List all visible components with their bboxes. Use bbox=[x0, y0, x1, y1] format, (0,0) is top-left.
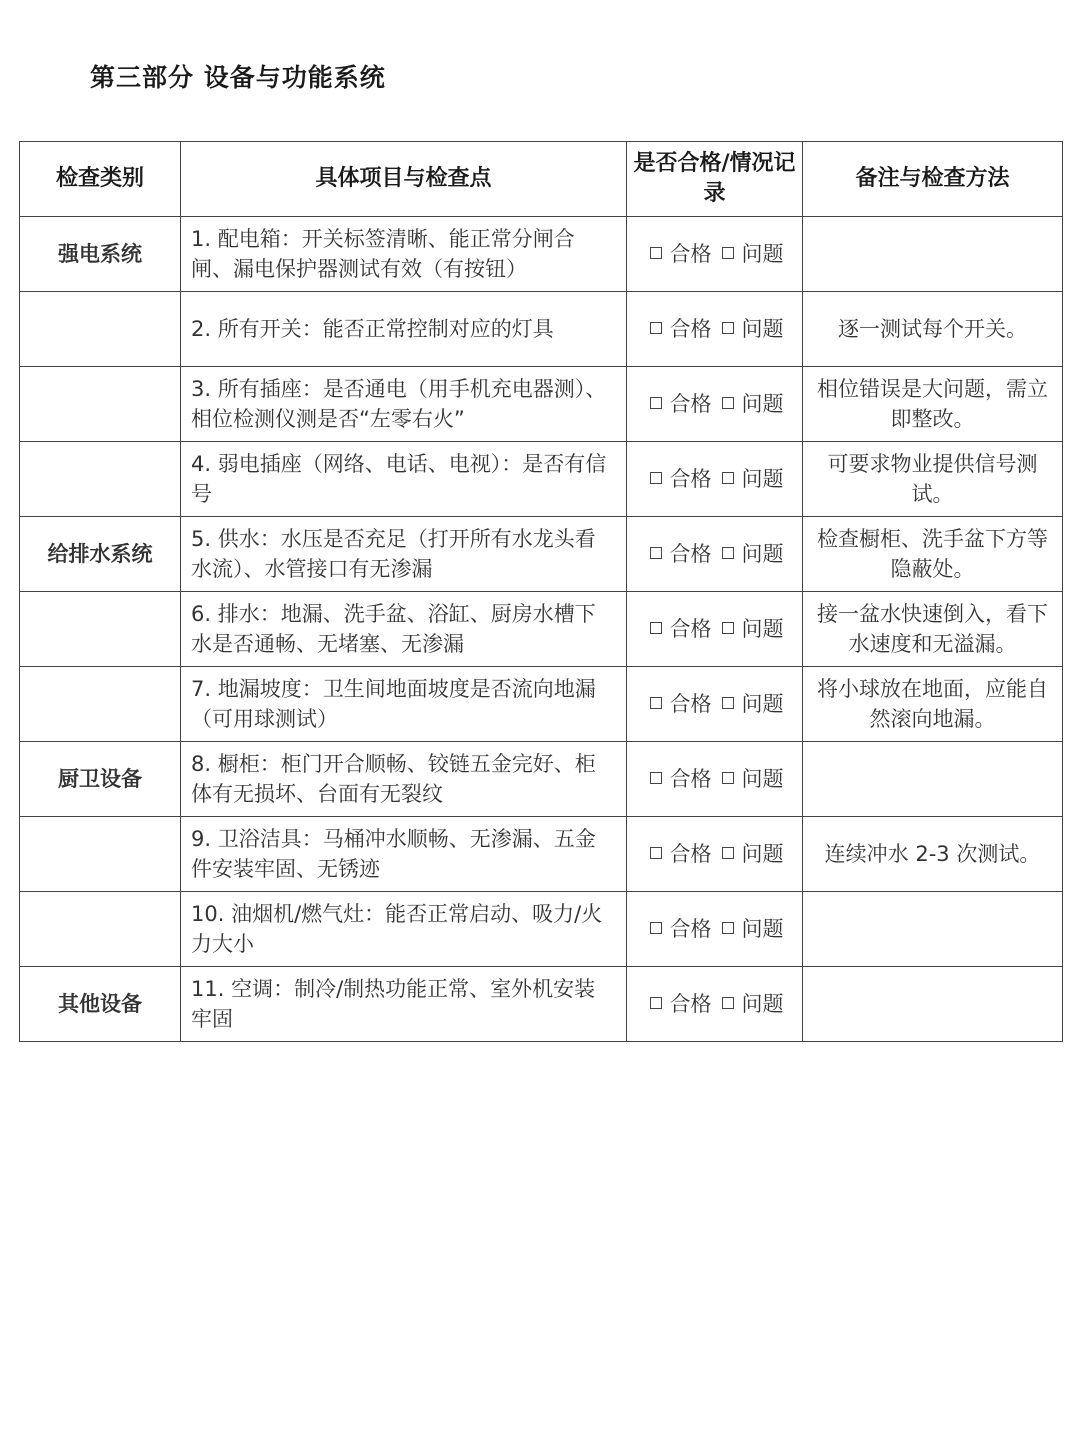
problem-label: 问题 bbox=[741, 242, 784, 266]
item-cell: 7. 地漏坡度：卫生间地面坡度是否流向地漏（可用球测试） bbox=[181, 667, 627, 742]
table-row bbox=[20, 667, 1063, 742]
problem-checkbox[interactable] bbox=[722, 922, 734, 934]
header-note: 备注与检查方法 bbox=[803, 142, 1063, 217]
problem-checkbox[interactable] bbox=[722, 322, 734, 334]
note-cell bbox=[803, 217, 1063, 292]
header-category: 检查类别 bbox=[20, 142, 181, 217]
problem-label: 问题 bbox=[741, 692, 784, 716]
problem-label: 问题 bbox=[741, 767, 784, 791]
pass-label: 合格 bbox=[669, 842, 712, 866]
problem-checkbox[interactable] bbox=[722, 397, 734, 409]
category-cell bbox=[20, 892, 181, 967]
category-cell bbox=[20, 592, 181, 667]
note-cell bbox=[803, 967, 1063, 1042]
problem-label: 问题 bbox=[741, 842, 784, 866]
category-cell bbox=[20, 667, 181, 742]
pass-checkbox[interactable] bbox=[650, 397, 662, 409]
pass-checkbox[interactable] bbox=[650, 622, 662, 634]
status-cell bbox=[627, 367, 803, 442]
item-cell: 6. 排水：地漏、洗手盆、浴缸、厨房水槽下水是否通畅、无堵塞、无渗漏 bbox=[181, 592, 627, 667]
table-row bbox=[20, 742, 1063, 817]
note-cell: 将小球放在地面，应能自然滚向地漏。 bbox=[803, 667, 1063, 742]
problem-checkbox[interactable] bbox=[722, 247, 734, 259]
note-cell: 接一盆水快速倒入，看下水速度和无溢漏。 bbox=[803, 592, 1063, 667]
table-row bbox=[20, 817, 1063, 892]
status-cell bbox=[627, 592, 803, 667]
status-cell bbox=[627, 292, 803, 367]
pass-checkbox[interactable] bbox=[650, 922, 662, 934]
status-cell bbox=[627, 517, 803, 592]
problem-label: 问题 bbox=[741, 917, 784, 941]
note-cell: 连续冲水 2-3 次测试。 bbox=[803, 817, 1063, 892]
table-row bbox=[20, 217, 1063, 292]
item-cell: 1. 配电箱：开关标签清晰、能正常分闸合闸、漏电保护器测试有效（有按钮） bbox=[181, 217, 627, 292]
pass-label: 合格 bbox=[669, 467, 712, 491]
note-cell: 逐一测试每个开关。 bbox=[803, 292, 1063, 367]
item-cell: 4. 弱电插座（网络、电话、电视）：是否有信号 bbox=[181, 442, 627, 517]
note-cell bbox=[803, 742, 1063, 817]
table-header-row bbox=[20, 142, 1063, 217]
problem-label: 问题 bbox=[741, 992, 784, 1016]
table-row bbox=[20, 592, 1063, 667]
problem-checkbox[interactable] bbox=[722, 697, 734, 709]
pass-label: 合格 bbox=[669, 692, 712, 716]
problem-checkbox[interactable] bbox=[722, 622, 734, 634]
category-cell: 厨卫设备 bbox=[20, 742, 181, 817]
table-row bbox=[20, 442, 1063, 517]
status-cell bbox=[627, 967, 803, 1042]
note-cell: 相位错误是大问题，需立即整改。 bbox=[803, 367, 1063, 442]
page-title: 第三部分 设备与功能系统 bbox=[90, 63, 386, 92]
status-cell bbox=[627, 667, 803, 742]
pass-label: 合格 bbox=[669, 917, 712, 941]
pass-label: 合格 bbox=[669, 992, 712, 1016]
problem-label: 问题 bbox=[741, 542, 784, 566]
category-cell: 给排水系统 bbox=[20, 517, 181, 592]
pass-checkbox[interactable] bbox=[650, 697, 662, 709]
pass-label: 合格 bbox=[669, 392, 712, 416]
category-cell bbox=[20, 292, 181, 367]
inspection-table bbox=[19, 141, 1063, 1042]
pass-checkbox[interactable] bbox=[650, 772, 662, 784]
item-cell: 3. 所有插座：是否通电（用手机充电器测）、相位检测仪测是否“左零右火” bbox=[181, 367, 627, 442]
pass-label: 合格 bbox=[669, 767, 712, 791]
category-cell bbox=[20, 367, 181, 442]
pass-checkbox[interactable] bbox=[650, 547, 662, 559]
category-cell bbox=[20, 817, 181, 892]
status-cell bbox=[627, 892, 803, 967]
header-status: 是否合格/情况记录 bbox=[627, 142, 803, 217]
problem-checkbox[interactable] bbox=[722, 472, 734, 484]
table-row bbox=[20, 892, 1063, 967]
status-cell bbox=[627, 442, 803, 517]
note-cell: 可要求物业提供信号测试。 bbox=[803, 442, 1063, 517]
pass-checkbox[interactable] bbox=[650, 322, 662, 334]
category-cell: 强电系统 bbox=[20, 217, 181, 292]
category-cell bbox=[20, 442, 181, 517]
item-cell: 10. 油烟机/燃气灶：能否正常启动、吸力/火力大小 bbox=[181, 892, 627, 967]
status-cell bbox=[627, 817, 803, 892]
table-row bbox=[20, 517, 1063, 592]
table-body bbox=[20, 217, 1063, 1042]
item-cell: 9. 卫浴洁具：马桶冲水顺畅、无渗漏、五金件安装牢固、无锈迹 bbox=[181, 817, 627, 892]
pass-checkbox[interactable] bbox=[650, 247, 662, 259]
pass-checkbox[interactable] bbox=[650, 847, 662, 859]
table-row bbox=[20, 967, 1063, 1042]
table-row bbox=[20, 367, 1063, 442]
problem-checkbox[interactable] bbox=[722, 772, 734, 784]
pass-label: 合格 bbox=[669, 242, 712, 266]
status-cell bbox=[627, 217, 803, 292]
category-cell: 其他设备 bbox=[20, 967, 181, 1042]
note-cell bbox=[803, 892, 1063, 967]
problem-checkbox[interactable] bbox=[722, 847, 734, 859]
item-cell: 2. 所有开关：能否正常控制对应的灯具 bbox=[181, 292, 627, 367]
table-row bbox=[20, 292, 1063, 367]
problem-label: 问题 bbox=[741, 317, 784, 341]
problem-checkbox[interactable] bbox=[722, 997, 734, 1009]
item-cell: 11. 空调：制冷/制热功能正常、室外机安装牢固 bbox=[181, 967, 627, 1042]
problem-checkbox[interactable] bbox=[722, 547, 734, 559]
pass-label: 合格 bbox=[669, 542, 712, 566]
item-cell: 5. 供水：水压是否充足（打开所有水龙头看水流）、水管接口有无渗漏 bbox=[181, 517, 627, 592]
problem-label: 问题 bbox=[741, 392, 784, 416]
problem-label: 问题 bbox=[741, 467, 784, 491]
problem-label: 问题 bbox=[741, 617, 784, 641]
item-cell: 8. 橱柜：柜门开合顺畅、铰链五金完好、柜体有无损坏、台面有无裂纹 bbox=[181, 742, 627, 817]
status-cell bbox=[627, 742, 803, 817]
pass-checkbox[interactable] bbox=[650, 472, 662, 484]
header-item: 具体项目与检查点 bbox=[181, 142, 627, 217]
pass-label: 合格 bbox=[669, 317, 712, 341]
note-cell: 检查橱柜、洗手盆下方等隐蔽处。 bbox=[803, 517, 1063, 592]
pass-label: 合格 bbox=[669, 617, 712, 641]
pass-checkbox[interactable] bbox=[650, 997, 662, 1009]
